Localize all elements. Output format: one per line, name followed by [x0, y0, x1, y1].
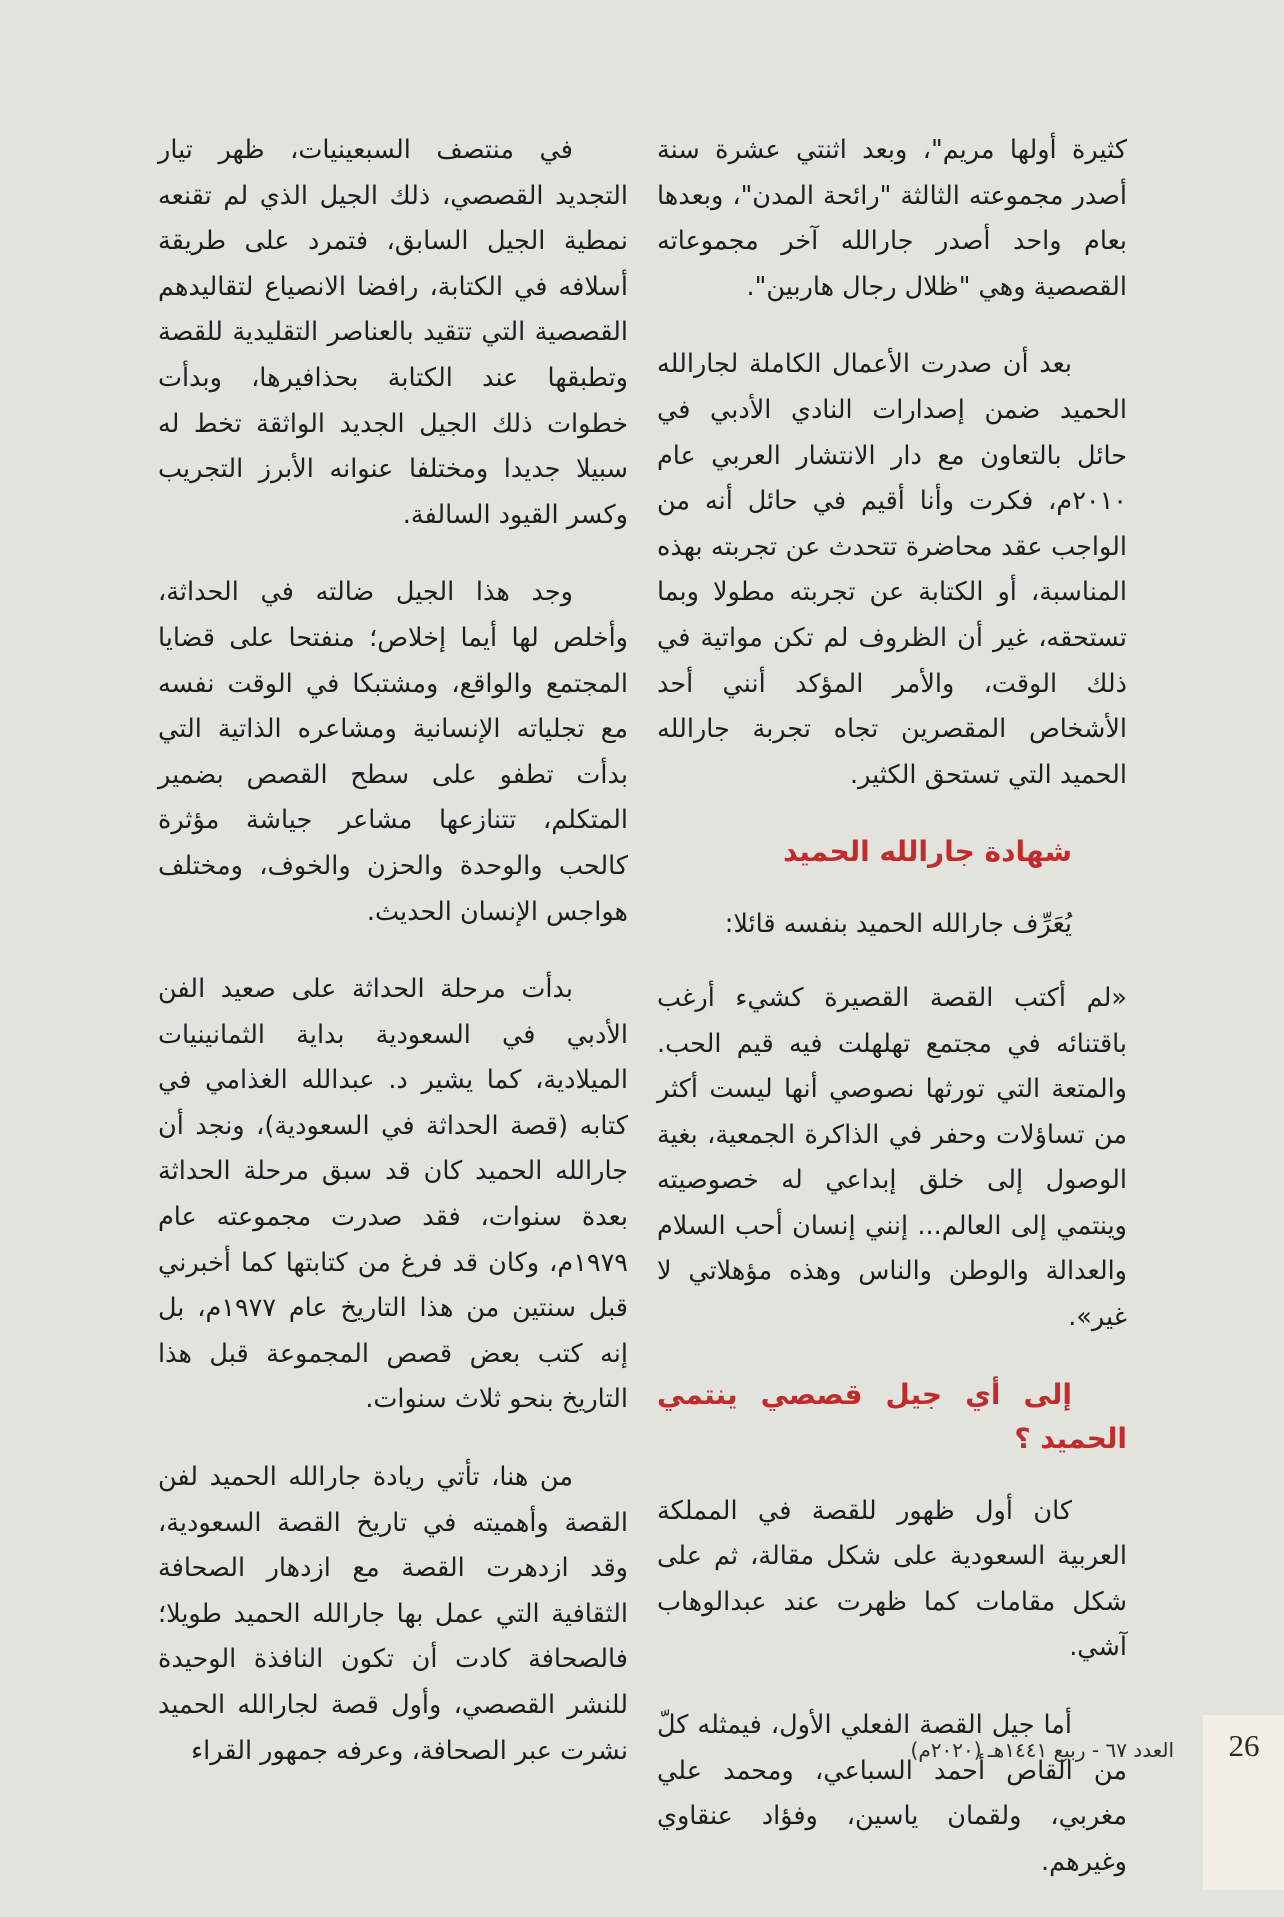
- paragraph: كثيرة أولها مريم"، وبعد اثنتي عشرة سنة أصدر مجموعته الثالثة "رائحة المدن"، وبعدها بعام واحد أصدر جارالله آخر مجموعاته القصصية وهي "ظلال رجال هاربين".: [657, 135, 1127, 302]
- paragraph: في منتصف السبعينيات، ظهر تيار التجديد القصصي، ذلك الجيل الذي لم تقنعه نمطية الجيل السابق، فتمرد على طريقة أسلافه في الكتابة، رافضا الانصياع لتقاليدهم القصصية التي تتقيد بالعناصر التقليدية للقصة وتطبقها عند الكتابة بحذافيرها، وبدأت خطوات ذلك الجيل الجديد الواثقة تخط له سبيلا جديدا ومختلفا عنوانه الأبرز التجريب وكسر القيود السالفة.: [158, 135, 628, 530]
- paragraph: بعد أن صدرت الأعمال الكاملة لجارالله الحميد ضمن إصدارات النادي الأدبي في حائل بالتعاون مع دار الانتشار العربي عام ٢٠١٠م، فكرت وأنا أقيم في حائل أنه من الواجب عقد محاضرة تتحدث عن تجربته بهذه المناسبة، أو الكتابة عن تجربته مطولا وبما تستحقه، غير أن الظروف لم تكن مواتية في ذلك الوقت، والأمر المؤكد أنني أحد الأشخاص المقصرين تجاه تجربة جارالله الحميد التي تستحق الكثير.: [657, 349, 1127, 790]
- paragraph: كان أول ظهور للقصة في المملكة العربية السعودية على شكل مقالة، ثم على شكل مقامات كما ظهرت عند عبدالوهاب آشي.: [657, 1495, 1127, 1663]
- page-number: 26: [1228, 1728, 1260, 1763]
- right-column: [657, 128, 1127, 1917]
- paragraph: من هنا، تأتي ريادة جارالله الحميد لفن القصة وأهميته في تاريخ القصة السعودية، وقد ازدهرت القصة مع ازدهار الصحافة الثقافية التي عمل بها جارالله الحميد طويلا؛ فالصحافة كادت أن تكون النافذة الوحيدة للنشر القصصي، وأول قصة لجارالله الحميد نشرت عبر الصحافة، وعرفه جمهور القراء: [158, 1462, 628, 1766]
- section-heading: شهادة جارالله الحميد: [783, 835, 1072, 869]
- paragraph: أما جيل القصة الفعلي الأول، فيمثله كلّ من القاص أحمد السباعي، ومحمد علي مغربي، ولقمان ياسين، وفؤاد عنقاوي وغيرهم.: [657, 1710, 1127, 1877]
- paragraph: وجد هذا الجيل ضالته في الحداثة، وأخلص لها أيما إخلاص؛ منفتحا على قضايا المجتمع والواقع، ومشتبكا في الوقت نفسه مع تجلياته الإنسانية ومشاعره الذاتية التي بدأت تطفو على سطح القصص بضمير المتكلم، تتنازعها مشاعر جياشة مؤثرة كالحب والوحدة والحزن والخوف، ومختلف هواجس الإنسان الحديث.: [158, 577, 628, 927]
- section-heading: إلى أي جيل قصصي ينتمي الحميد ؟: [657, 1377, 1127, 1455]
- paragraph: بدأت مرحلة الحداثة على صعيد الفن الأدبي في السعودية بداية الثمانينيات الميلادية، كما يشير د. عبدالله الغذامي في كتابه (قصة الحداثة في السعودية)، ونجد أن جارالله الحميد كان قد سبق مرحلة الحداثة بعدة سنوات، فقد صدرت مجموعته عام ١٩٧٩م، وكان قد فرغ من كتابتها كما أخبرني قبل سنتين من هذا التاريخ عام ١٩٧٧م، بل إنه كتب بعض قصص المجموعة قبل هذا التاريخ بنحو ثلاث سنوات.: [158, 974, 628, 1415]
- issue-info: العدد ٦٧ - ربيع ١٤٤١هـ (٢٠٢٠م): [910, 1738, 1174, 1762]
- quote-intro: يُعَرِّف جارالله الحميد بنفسه قائلا:: [724, 909, 1072, 940]
- quote-paragraph: «لم أكتب القصة القصيرة كشيء أرغب باقتنائه في مجتمع تهلهلت فيه قيم الحب. والمتعة التي تورثها نصوصي أنها ليست أكثر من تساؤلات وحفر في الذاكرة الجمعية، بغية الوصول إلى خلق إبداعي له خصوصيته وينتمي إلى العالم... إنني إنسان أحب السلام والعدالة والوطن والناس وهذه مؤهلاتي لا غير».: [657, 982, 1127, 1333]
- left-column: [158, 128, 628, 1806]
